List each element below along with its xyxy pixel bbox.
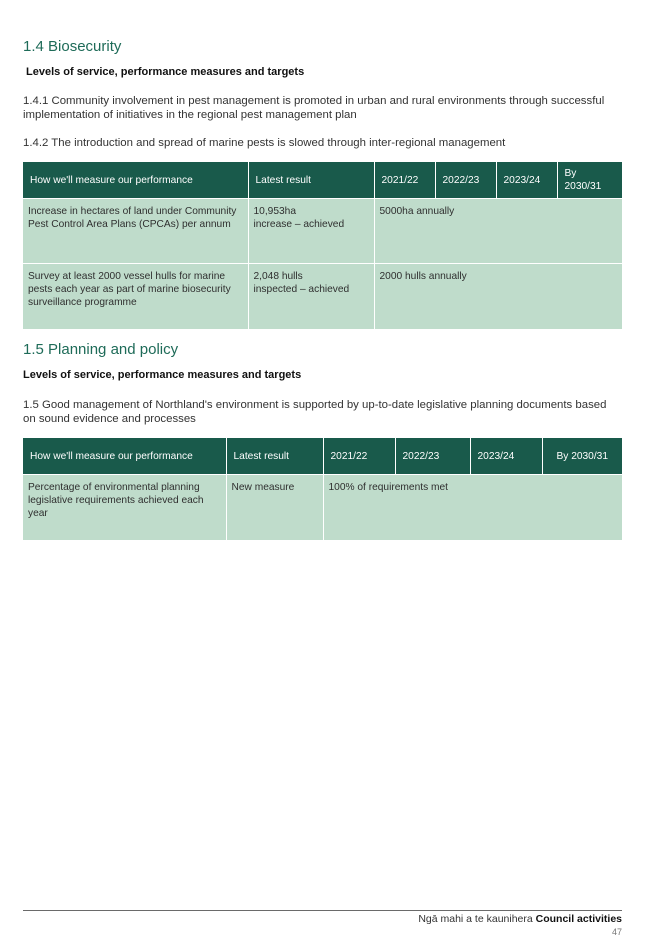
footer-label: [418, 913, 622, 925]
result-status: inspected – achieved: [253, 284, 350, 295]
column-header: How we'll measure our performance: [23, 438, 226, 475]
target-cell: 100% of requirements met: [323, 475, 622, 540]
target-cell: 5000ha annually: [374, 199, 622, 264]
column-header: How we'll measure our performance: [23, 162, 248, 199]
result-value: 10,953ha: [253, 206, 296, 217]
table-row: [23, 475, 622, 540]
column-header: 2021/22: [323, 438, 395, 475]
target-cell: 2000 hulls annually: [374, 264, 622, 329]
table-row: [23, 264, 622, 329]
column-header: Latest result: [248, 162, 374, 199]
level-of-service-1-4-2: 1.4.2 The introduction and spread of marine pests is slowed through inter-regional management: [23, 137, 506, 149]
biosecurity-performance-table: [23, 162, 622, 329]
planning-performance-table: [23, 438, 622, 540]
column-header: By 2030/31: [557, 162, 622, 199]
column-header: 2022/23: [435, 162, 496, 199]
measure-cell: Survey at least 2000 vessel hulls for marine pests each year as part of marine biosecurity surveillance programme: [23, 264, 248, 329]
table-row: [23, 199, 622, 264]
level-of-service-1-5: 1.5 Good management of Northland's environment is supported by up-to-date legislative planning documents based on sound evidence and processes: [23, 399, 607, 425]
column-header: Latest result: [226, 438, 323, 475]
column-header: 2023/24: [470, 438, 542, 475]
section-subheading: Levels of service, performance measures and targets: [26, 66, 305, 78]
result-status: increase – achieved: [253, 219, 345, 230]
page-number: 47: [611, 927, 622, 937]
table-header-row: [23, 438, 622, 475]
result-cell: [248, 199, 374, 264]
section-heading-planning-policy: 1.5 Planning and policy: [23, 341, 179, 358]
table-header-row: [23, 162, 622, 199]
measure-cell: Percentage of environmental planning legislative requirements achieved each year: [23, 475, 226, 540]
section-heading-biosecurity: 1.4 Biosecurity: [23, 38, 122, 55]
footer-label-english: Council activities: [535, 913, 622, 925]
footer-divider: [23, 910, 622, 911]
section-subheading: Levels of service, performance measures and targets: [23, 369, 302, 381]
column-header: By 2030/31: [542, 438, 622, 475]
result-cell: New measure: [226, 475, 323, 540]
result-value: 2,048 hulls: [253, 271, 303, 282]
measure-cell: Increase in hectares of land under Community Pest Control Area Plans (CPCAs) per annum: [23, 199, 248, 264]
column-header: 2022/23: [395, 438, 470, 475]
footer-label-maori: Ngā mahi a te kaunihera: [418, 913, 533, 925]
level-of-service-1-4-1: 1.4.1 Community involvement in pest management is promoted in urban and rural environments through successful implementation of initiatives in the regional pest management plan: [23, 95, 605, 121]
column-header: 2023/24: [496, 162, 557, 199]
result-cell: [248, 264, 374, 329]
column-header: 2021/22: [374, 162, 435, 199]
